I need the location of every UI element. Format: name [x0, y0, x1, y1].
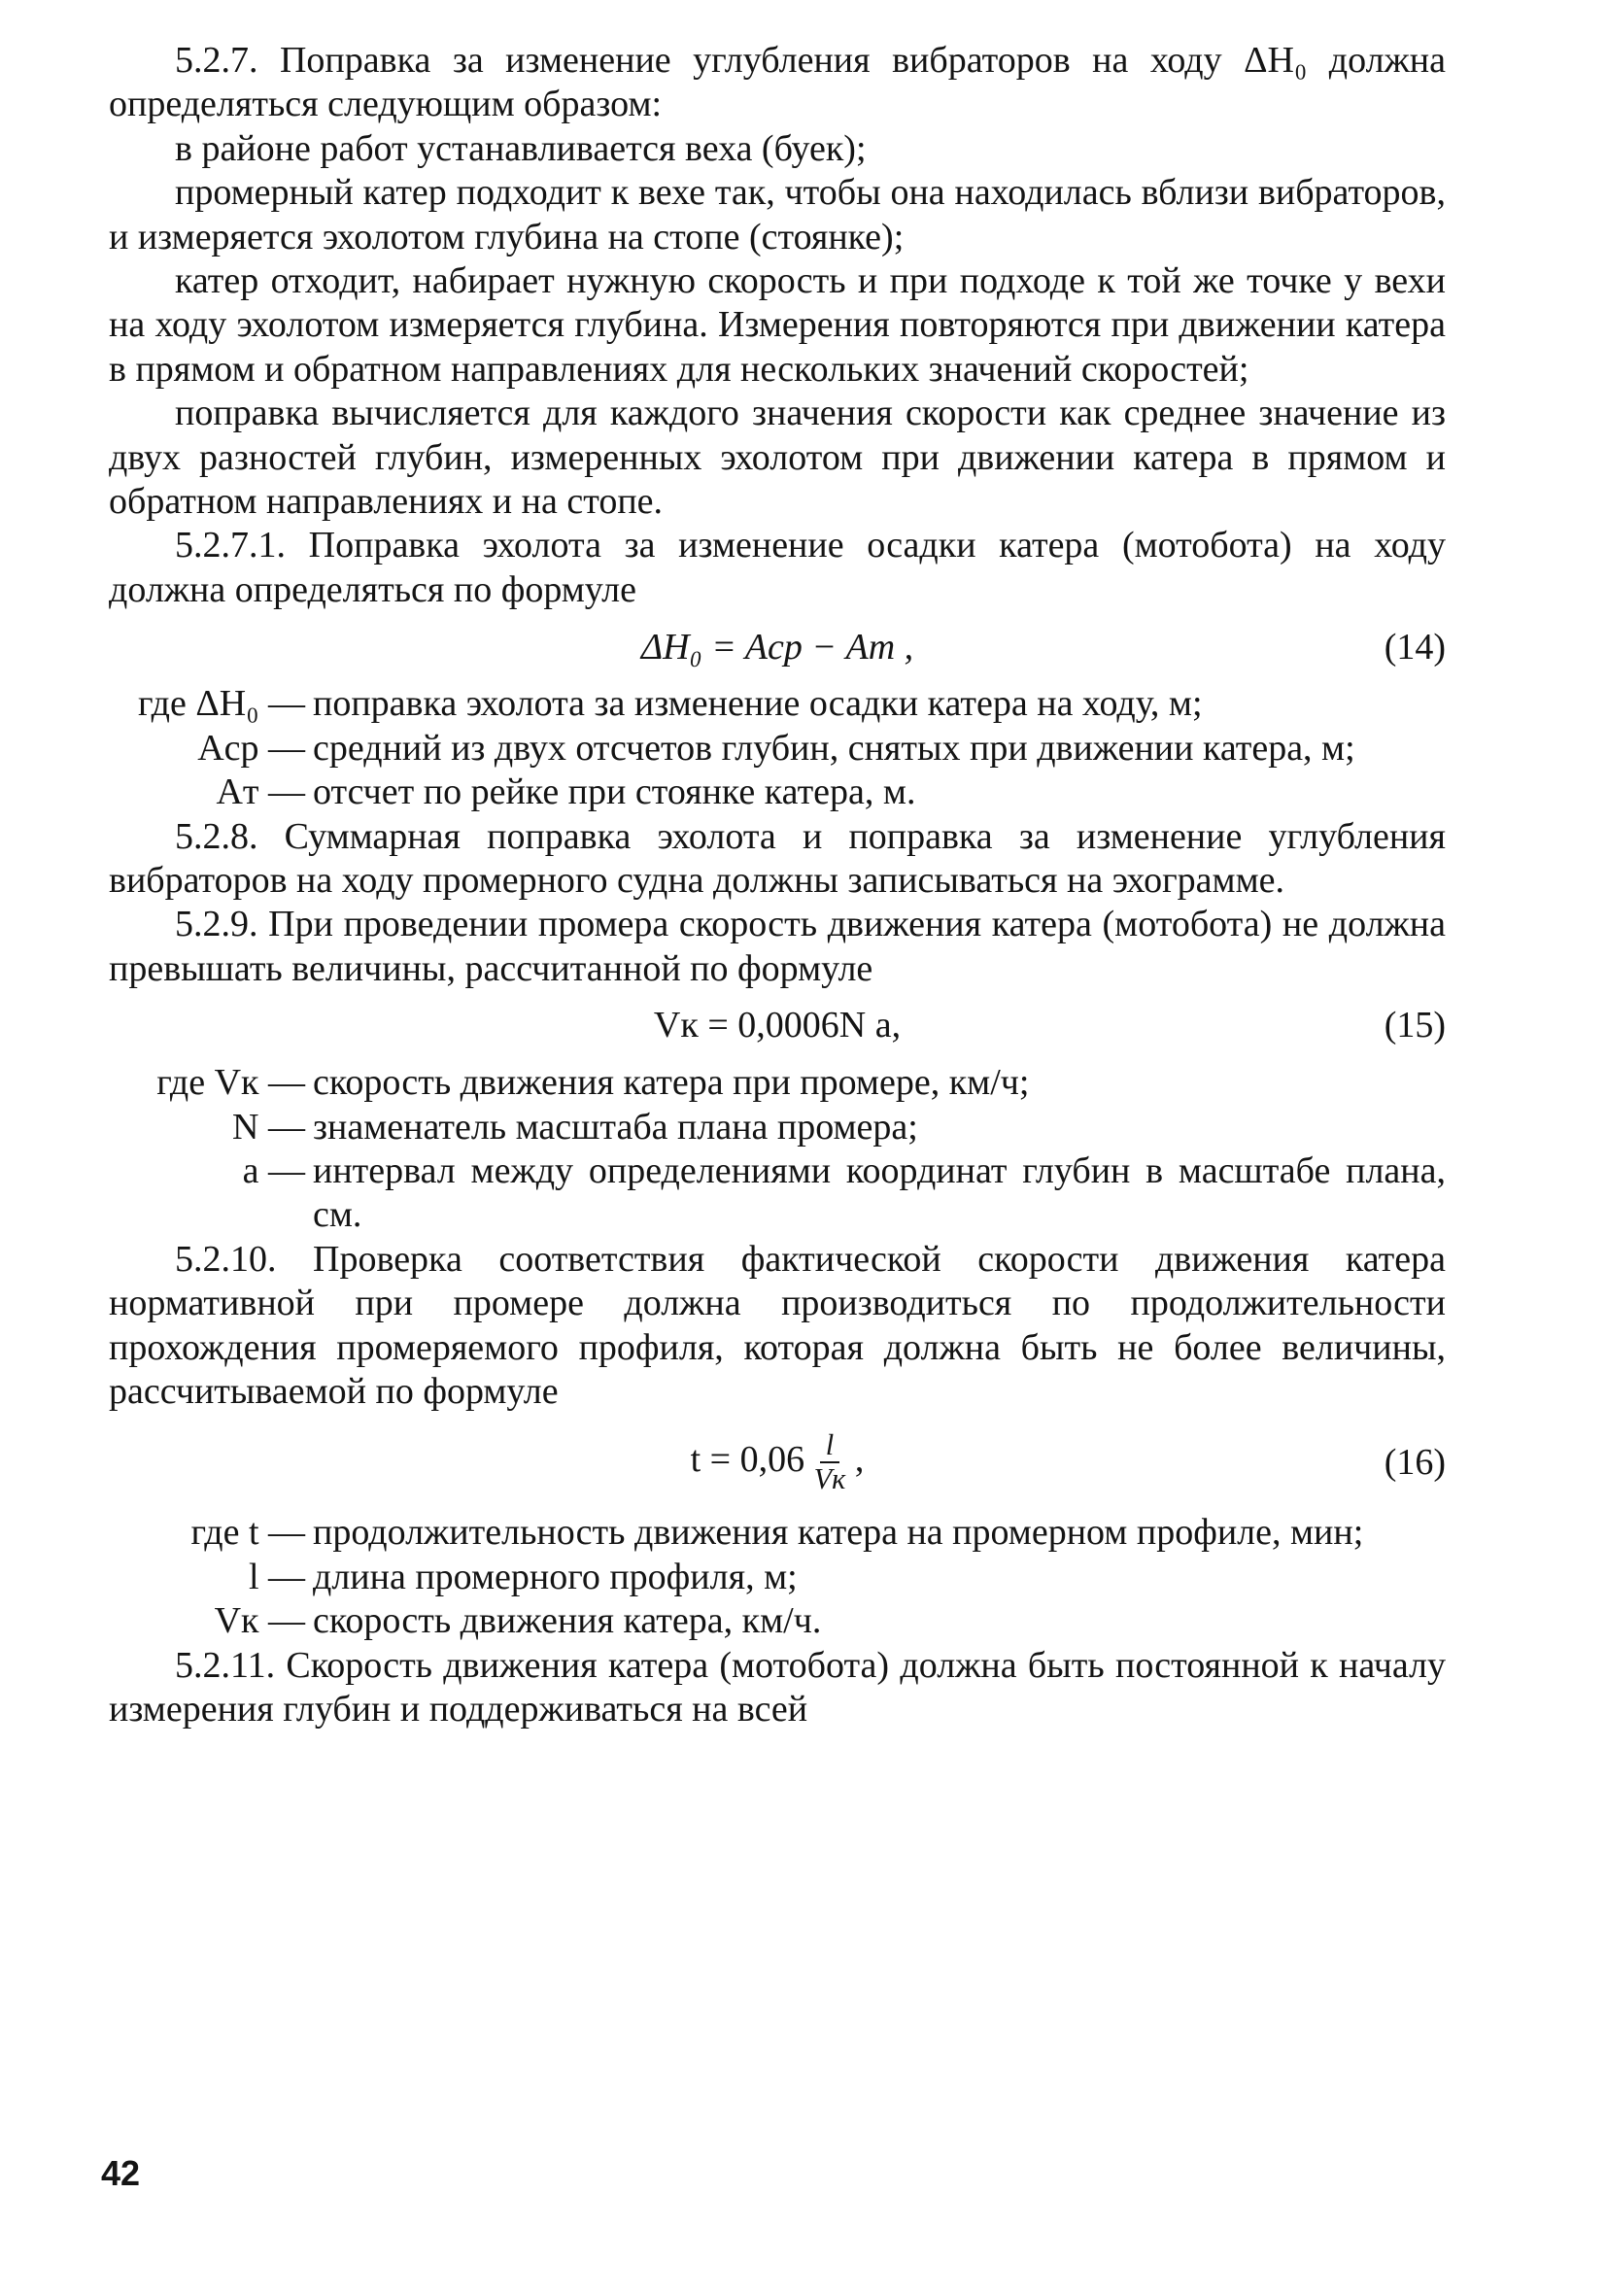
legend-definition: знаменатель масштаба плана промера; [313, 1106, 918, 1148]
paragraph-5-2-9: 5.2.9. При проведении промера скорость движения катера (мотобота) не должна превышать величины, рассчитанной по формуле [109, 904, 1446, 989]
formula-16-fraction [814, 1429, 846, 1496]
legend-definition: продолжительность движения катера на промерном профиле, мин; [313, 1512, 1364, 1554]
paragraph-5-2-8: 5.2.8. Суммарная поправка эхолота и поправка за изменение углубления вибраторов на ходу промерного судна должны записываться на эхограмме. [109, 815, 1446, 901]
paragraph-5-2-10: 5.2.10. Проверка соответствия фактической скорости движения катера нормативной при промере должна производиться по продолжительности прохождения промеряемого профиля, которая должна быть не более величины, рассчитываемой по формуле [109, 1238, 1446, 1412]
legend-symbol: l — [248, 1556, 305, 1597]
legend-symbol: Vк — [214, 1600, 305, 1642]
legend-symbol: Aср — [197, 727, 305, 769]
formula-15-expression: Vк = 0,0006N a, [653, 1005, 902, 1046]
legend-symbol: где Vк — [156, 1062, 305, 1104]
paragraph-5-2-7: 5.2.7. Поправка за изменение углубления вибраторов на ходу ΔH₀ должна определяться следующим образом: [109, 40, 1446, 125]
legend-formula-16 [109, 1511, 1446, 1643]
formula-14-number: (14) [1384, 626, 1446, 668]
legend-symbol: где ΔH₀ — [137, 683, 305, 725]
legend-definition: скорость движения катера, км/ч. [313, 1600, 822, 1642]
legend-symbol: где t — [190, 1512, 305, 1554]
paragraph-5-2-7-1: 5.2.7.1. Поправка эхолота за изменение осадки катера (мотобота) на ходу должна определяться по формуле [109, 525, 1446, 610]
paragraph-measure-moving: катер отходит, набирает нужную скорость и при подходе к той же точке у вехи на ходу эхолотом измеряется глубина. Измерения повторяются при движении катера в прямом и обратном направлениях для нескольких значений скоростей; [109, 260, 1446, 390]
fraction-numerator: l [820, 1429, 839, 1463]
legend-definition: скорость движения катера при промере, км/ч; [313, 1062, 1030, 1104]
legend-definition: поправка эхолота за изменение осадки катера на ходу, м; [313, 683, 1203, 725]
legend-symbol: а — [242, 1149, 305, 1191]
formula-16 [109, 1414, 1446, 1511]
formula-14 [109, 612, 1446, 682]
fraction-denominator: Vк [813, 1462, 846, 1496]
paragraph-buoy: в районе работ устанавливается веха (буек); [175, 127, 867, 169]
legend-formula-15 [109, 1061, 1446, 1238]
formula-16-lhs: t = 0,06 [690, 1439, 805, 1481]
paragraph-approach: промерный катер подходит к вехе так, чтобы она находилась вблизи вибраторов, и измеряется эхолотом глубина на стопе (стоянке); [109, 172, 1446, 257]
legend-formula-14 [109, 682, 1446, 814]
legend-definition: длина промерного профиля, м; [313, 1556, 798, 1597]
paragraph-5-2-11: 5.2.11. Скорость движения катера (мотобота) должна быть постоянной к началу измерения глубин и поддерживаться на всей [109, 1644, 1446, 1730]
formula-16-number: (16) [1384, 1441, 1446, 1483]
formula-15 [109, 991, 1446, 1061]
formula-14-expression: ΔH₀ = Aср − Aт , [640, 626, 914, 668]
formula-16-tail: , [854, 1439, 865, 1481]
legend-definition: отсчет по рейке при стоянке катера, м. [313, 771, 916, 813]
legend-symbol: N — [232, 1106, 305, 1148]
formula-16-expression [691, 1429, 865, 1496]
legend-symbol: Aт — [216, 771, 305, 813]
legend-definition: интервал между определениями координат глубин в масштабе плана, см. [313, 1149, 1446, 1236]
page-number: 42 [101, 2153, 141, 2193]
legend-definition: средний из двух отсчетов глубин, снятых при движении катера, м; [313, 727, 1355, 769]
text-body [109, 39, 1446, 1731]
paragraph-correction-calc: поправка вычисляется для каждого значения скорости как среднее значение из двух разностей глубин, измеренных эхолотом при движении катера в прямом и обратном направлениях и на стопе. [109, 393, 1446, 523]
formula-15-number: (15) [1384, 1005, 1446, 1046]
